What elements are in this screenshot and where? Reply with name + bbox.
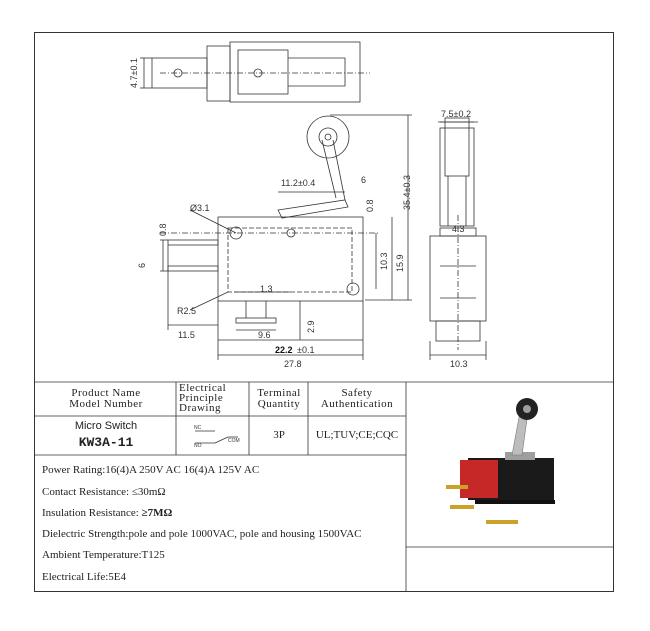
header-electrical-principle (176, 383, 250, 413)
product-photo (446, 398, 555, 524)
dim-4-7: 4.7±0.1 (129, 58, 139, 88)
dim-11-5: 11.5 (178, 330, 195, 340)
dim-10-3: 10.3 (379, 252, 389, 270)
dim-10-3-b: 10.3 (450, 359, 468, 369)
dim-radius-2-5: R2.5 (177, 306, 197, 316)
header-product-model (36, 388, 176, 410)
dim-35-4: 35.4±0.3 (402, 175, 412, 210)
dim-22-2: 22.2 (275, 345, 293, 355)
header-electrical: Electrical (179, 382, 227, 394)
spec-insulation-resistance (42, 507, 172, 519)
dim-2-9: 2.9 (306, 320, 316, 333)
header-authentication: Authentication (320, 398, 394, 410)
spec-contact-resistance (42, 486, 166, 498)
front-view (160, 115, 412, 360)
dim-1-3: 1.3 (260, 284, 273, 294)
com-label: COM (228, 438, 240, 444)
model-number: KW3A-11 (78, 435, 134, 450)
dim-6-a: 6 (361, 175, 367, 185)
dim-0-8-b: 0.8 (365, 199, 375, 212)
contact-resistance-label: Contact Resistance: (42, 486, 132, 498)
top-view (140, 42, 370, 102)
header-product-name: Product Name (71, 387, 141, 399)
insulation-resistance-label: Insulation Resistance: (42, 507, 142, 519)
header-model-number: Model Number (69, 398, 143, 410)
insulation-resistance-value: ≥7MΩ (141, 507, 173, 519)
header-terminal-quantity (249, 388, 309, 410)
dim-9-6: 9.6 (258, 330, 271, 340)
dim-6-b: 6 (137, 262, 147, 268)
dim-22-2-tolerance: ±0.1 (297, 345, 315, 355)
header-principle: Principle (179, 392, 224, 404)
header-quantity: Quantity (257, 398, 301, 410)
dim-11-2: 11.2±0.4 (281, 178, 316, 188)
contact-resistance-value: ≤30mΩ (131, 486, 166, 498)
dim-27-8: 27.8 (284, 359, 302, 369)
dim-4-3: 4.3 (452, 224, 465, 234)
header-drawing: Drawing (179, 402, 221, 414)
terminal-quantity: 3P (273, 429, 285, 441)
safety-authentication: UL;TUV;CE;CQC (315, 429, 399, 441)
spec-ambient-temperature: Ambient Temperature:T125 (42, 549, 165, 561)
side-view-right (430, 215, 486, 360)
header-safety: Safety (341, 387, 373, 399)
dim-15-9: 15.9 (395, 254, 405, 272)
dim-diameter-3-1: Ø3.1 (190, 203, 210, 213)
header-safety-authentication (308, 388, 406, 410)
dim-7-5: 7.5±0.2 (441, 109, 471, 119)
header-terminal: Terminal (257, 387, 301, 399)
spec-dielectric-strength: Dielectric Strength:pole and pole 1000VAC, pole and housing 1500VAC (42, 528, 362, 540)
dim-0-8-a: 0.8 (158, 223, 168, 236)
spec-electrical-life: Electrical Life:5E4 (42, 571, 126, 583)
product-name: Micro Switch (74, 420, 138, 432)
no-label: NO (194, 443, 202, 449)
side-view-top (438, 118, 478, 226)
nc-label: NC (194, 425, 202, 431)
spec-power-rating: Power Rating:16(4)A 250V AC 16(4)A 125V AC (42, 464, 260, 476)
